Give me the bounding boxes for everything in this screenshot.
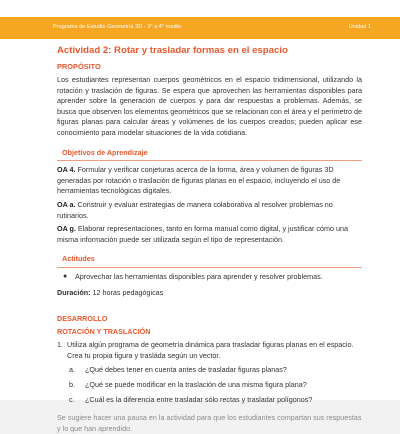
objective-item <box>57 165 362 197</box>
rotation-translation-heading: ROTACIÓN Y TRASLACIÓN <box>57 326 151 336</box>
purpose-text: Los estudiantes representan cuerpos geométricos en el espacio tridimensional, utilizando la rotación y traslación de figuras. Se espera que aprovechen las herramientas disponibles para aprender sobre la generación de cuerpos y para dar respuestas a problemas. Además, se busca que observen los elementos geométricos que se relacionan con el área y el perímetro de figuras planas para calcular áreas y volúmenes de los cuerpos creados; pueden aplicar ese conocimiento para modelar situaciones de la vida cotidiana. <box>57 75 362 137</box>
numbered-item <box>57 340 362 361</box>
question-item <box>67 380 362 391</box>
objectives-heading: Objetivos de Aprendizaje <box>62 147 148 157</box>
objective-text: Construir y evaluar estrategias de manera colaborativa al resolver problemas no rutinarios. <box>57 199 333 220</box>
objective-item <box>57 200 362 221</box>
question-item <box>67 395 362 406</box>
attitude-text: Aprovechar las herramientas disponibles para aprender y resolver problemas. <box>75 271 323 281</box>
objective-text: Elaborar representaciones, tanto en forma manual como digital, y justificar cómo una misma información puede ser utilizada según el tipo de representación. <box>57 224 348 244</box>
question-marker: b. <box>69 380 75 390</box>
question-text: ¿Cuál es la diferencia entre trasladar sólo rectas y trasladar polígonos? <box>85 394 313 404</box>
attitudes-divider <box>57 267 362 268</box>
activity-title: Actividad 2: Rotar y trasladar formas en el espacio <box>57 45 288 56</box>
header-program-title: Programa de Estudio Geometría 3D - 3° a 4° medio <box>53 24 181 30</box>
objectives-divider <box>57 160 362 161</box>
duration-value: 12 horas pedagógicas <box>92 287 164 297</box>
question-marker: c. <box>69 394 75 404</box>
header-unit-label: Unidad 1 <box>348 24 371 30</box>
objective-code: OA 4. <box>57 165 76 175</box>
attitude-item <box>57 272 362 283</box>
question-item <box>67 365 362 376</box>
item-text: Utiliza algún programa de geometría dinámica para trasladar figuras planas en el espacio. Crea tu propia figura y trasláda según un vector. <box>67 340 354 360</box>
objective-code: OA a. <box>57 199 76 209</box>
question-marker: a. <box>69 365 75 375</box>
question-list <box>67 365 362 405</box>
duration <box>57 288 362 299</box>
question-text: ¿Qué se puede modificar en la traslación de una misma figura plana? <box>85 380 307 390</box>
development-heading: DESARROLLO <box>57 314 108 324</box>
attitudes-heading: Actitudes <box>62 254 95 264</box>
item-number: 1. <box>57 340 63 350</box>
page-header <box>0 17 400 39</box>
objective-text: Formular y verificar conjeturas acerca de la forma, área y volumen de figuras 3D generadas por rotación o traslación de figuras planas en el espacio, incluyendo el uso de herramientas tecnológicas digitales. <box>57 165 341 196</box>
question-text: ¿Qué debes tener en cuenta antes de trasladar figuras planas? <box>85 365 287 375</box>
bullet-icon: ● <box>63 272 68 280</box>
purpose-heading: PROPÓSITO <box>57 62 101 71</box>
document-content <box>57 44 362 434</box>
objective-item <box>57 224 362 245</box>
faded-cutoff-text: Se sugiere hacer una pausa en la actividad para que los estudiantes compartan sus respuestas y lo que han aprendido. <box>57 413 362 433</box>
duration-label: Duración: <box>57 287 91 297</box>
objective-code: OA g. <box>57 224 76 234</box>
